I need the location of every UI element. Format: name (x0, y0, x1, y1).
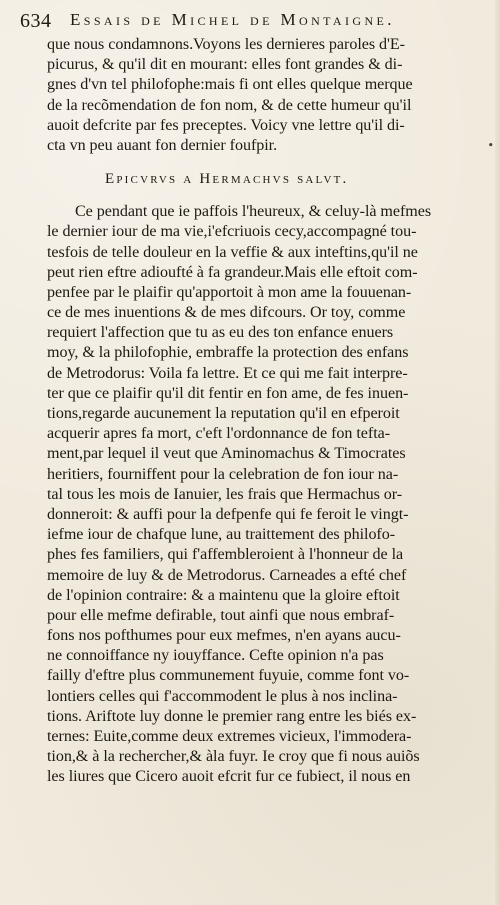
ornament-mark: • (487, 139, 494, 152)
text-line: tal tous les mois de Ianuier, les frais que Hermachus or- (47, 485, 403, 503)
text-line: Ce pendant que ie paffois l'heureux, & celuy-là mefmes (75, 203, 432, 221)
text-line: donneroit: & auffi pour la defpenfe qui fe feroit le vingt- (47, 505, 409, 523)
text-line: ce de mes inuentions & de mes difcours. Or toy, comme (47, 304, 406, 322)
paper-edge (495, 0, 500, 905)
text-line: lontiers celles qui f'accommodent le plus à nos inclina- (47, 687, 398, 705)
text-line: tions. Ariftote luy donne le premier rang entre les biés ex- (47, 707, 417, 725)
text-line: gnes d'vn tel philofophe:mais fi ont elles quelque merque (47, 76, 413, 94)
text-line: tesfois de telle douleur en la veffie & aux inteftins,qu'il ne (47, 243, 418, 261)
text-line: acquerir apres fa mort, c'eft l'ordonnance de fon tefta- (47, 425, 391, 443)
text-line: ternes: Euite,comme deux extremes vicieux, l'immodera- (47, 728, 412, 745)
running-title: Essais de Michel de Montaigne. (70, 10, 395, 29)
text-line: moy, & la philofophie, embraffe la protection des enfans (47, 344, 409, 362)
text-line: de l'opinion contraire: & a maintenu que la gloire eftoit (47, 586, 400, 604)
text-line: le dernier iour de ma vie,i'efcriuois cecy,accompagné tou- (47, 223, 417, 241)
text-line: de Metrodorus: Voila fa lettre. Et ce qui me fait interpre- (47, 364, 408, 382)
text-line: requiert l'affection que tu as eu des ton enfance enuers (47, 324, 394, 342)
section-gap (47, 156, 493, 170)
text-line: heritiers, fourniffent pour la celebration de fon iour na- (47, 465, 399, 483)
text-line: tion,& à la rechercher,& àla fuyr. Ie croy que fi nous auiõs (47, 748, 420, 766)
text-line: tions,regarde aucunement la reputation qu'il en efperoit (47, 405, 400, 422)
text-line: picurus, & qu'il dit en mourant: elles font grandes & di- (47, 56, 403, 74)
text-line: penfee par le plaifir qu'apportoit à mon ame la fouuenan- (47, 283, 412, 301)
text-line: pour elle mefme defirable, tout ainfi que nous embraf- (47, 606, 395, 624)
text-line: memoire de luy & de Metrodorus. Carneades a efté chef (47, 566, 407, 584)
letter-heading: Epicvrvs a Hermachvs salvt. (105, 171, 349, 188)
text-line: fons nos pofthumes pour eux mefmes, n'en ayans aucu- (47, 627, 401, 645)
text-column (47, 35, 493, 788)
text-line: auoit defcrite par fes preceptes. Voicy vne lettre qu'il di- (47, 116, 405, 134)
text-line: cta vn peu auant fon dernier foufpir. (47, 136, 278, 154)
text-line: ne connoiffance ny iouyffance. Cefte opinion n'a pas (47, 647, 384, 665)
text-line: peut rien eftre adioufté à fa grandeur.Mais elle eftoit com- (47, 263, 418, 281)
section-gap (47, 188, 493, 202)
text-line: les liures que Cicero auoit efcrit fur ce fubiect, il nous en (47, 768, 411, 786)
text-line: iefme iour de chafque lune, au traittement des philofo- (47, 526, 396, 544)
page-number: 634 (20, 10, 52, 32)
text-line: ter que ce plaifir qu'il dit fentir en fon ame, de fes inuen- (47, 384, 409, 402)
text-line: phes fes familiers, qui f'affembleroient à l'honneur de la (47, 546, 404, 564)
text-line: de la recõmendation de fon nom, & de cette humeur qu'il (47, 96, 412, 114)
text-line: que nous condamnons.Voyons les dernieres paroles d'E- (47, 36, 405, 53)
text-line: ment,par lequel il veut que Aminomachus & Timocrates (47, 445, 406, 463)
text-line: failly d'eftre plus communement fuyuie, comme font vo- (47, 667, 410, 685)
